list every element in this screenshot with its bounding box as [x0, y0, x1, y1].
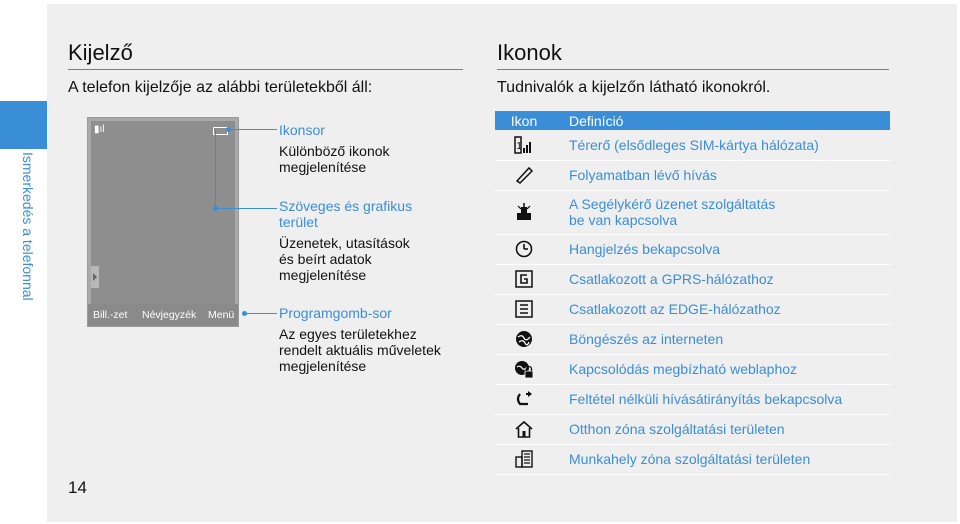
area-icon-bar-desc — [279, 143, 390, 175]
desc-line: megjelenítése — [279, 267, 367, 283]
row-definition — [553, 234, 890, 264]
softkey-right: Menü — [208, 309, 235, 321]
table-row — [495, 354, 890, 384]
header-icon: Ikon — [495, 111, 553, 130]
definition-text: Otthon zóna szolgáltatási területen — [569, 421, 785, 437]
desc-line: rendelt aktuális műveletek — [279, 342, 441, 358]
gprs-icon — [514, 269, 534, 289]
call-in-progress-icon — [514, 165, 534, 185]
definition-text: Folyamatban lévő hívás — [569, 167, 717, 183]
left-title-rule — [68, 69, 463, 70]
table-row — [495, 190, 890, 234]
definition-text: Csatlakozott a GPRS-hálózathoz — [569, 271, 774, 287]
text-area-leader-v — [215, 129, 216, 208]
row-definition — [553, 354, 890, 384]
table-row — [495, 444, 890, 474]
scroll-arrow-icon — [91, 266, 99, 288]
desc-line: Üzenetek, utasítások — [279, 235, 410, 251]
edge-icon — [514, 299, 534, 319]
area-text-title — [279, 198, 412, 230]
softkey-middle: Névjegyzék — [142, 309, 197, 321]
definition-text: Böngészés az interneten — [569, 331, 724, 347]
title-line: Szöveges és grafikus — [279, 198, 413, 214]
right-title-rule — [497, 69, 889, 70]
signal-indicator-icon: ▮ıl — [94, 124, 105, 135]
icon-bar-leader — [229, 129, 277, 130]
row-definition — [553, 384, 890, 414]
area-icon-bar-title: Ikonsor — [279, 122, 325, 138]
svg-text:1: 1 — [516, 140, 522, 152]
row-definition — [553, 130, 890, 160]
row-definition — [553, 190, 890, 234]
call-divert-icon — [514, 389, 534, 409]
definition-text: Feltétel nélküli hívásátirányítás bekapcsolva — [569, 391, 843, 407]
header-definition: Definíció — [553, 111, 890, 130]
title-line: terület — [279, 214, 318, 230]
secure-web-icon — [514, 359, 534, 379]
definition-text: Munkahely zóna szolgáltatási területen — [569, 451, 811, 467]
definition-text: Kapcsolódás megbízható weblaphoz — [569, 361, 798, 377]
signal-strength-icon — [514, 135, 534, 155]
desc-line: megjelenítése — [279, 159, 367, 175]
table-row — [495, 294, 890, 324]
row-definition — [553, 294, 890, 324]
definition-text: A Segélykérő üzenet szolgáltatás — [569, 196, 776, 212]
desc-line: és beírt adatok — [279, 251, 372, 267]
desc-line: Az egyes területekhez — [279, 326, 417, 342]
chapter-text: Ismerkedés a telefonnal — [20, 152, 36, 301]
alarm-clock-icon — [514, 239, 534, 259]
table-row — [495, 234, 890, 264]
left-title: Kijelző — [68, 40, 133, 65]
definition-text: be van kapcsolva — [569, 212, 678, 228]
row-definition — [553, 414, 890, 444]
icon-table-header — [495, 111, 890, 130]
desc-line: megjelenítése — [279, 358, 367, 374]
row-definition — [553, 160, 890, 190]
area-softkeys-desc — [279, 326, 441, 374]
phone-screen — [91, 121, 235, 304]
table-row — [495, 160, 890, 190]
area-text-desc — [279, 235, 410, 283]
softkey-bar — [88, 304, 238, 326]
chapter-label — [12, 152, 38, 312]
home-zone-icon — [514, 419, 534, 439]
right-subtitle: Tudnivalók a kijelzőn látható ikonokról. — [497, 79, 771, 96]
row-definition — [553, 324, 890, 354]
phone-display-illustration — [87, 117, 239, 327]
table-row — [495, 130, 890, 160]
area-softkeys-title: Programgomb-sor — [279, 305, 392, 321]
table-row — [495, 414, 890, 444]
definition-text: Térerő (elsődleges SIM-kártya hálózata) — [569, 136, 819, 153]
browsing-icon — [514, 329, 534, 349]
desc-line: Különböző ikonok — [279, 143, 390, 159]
chapter-tab — [0, 101, 47, 149]
table-row — [495, 264, 890, 294]
right-title: Ikonok — [497, 40, 562, 65]
sos-message-icon — [514, 202, 534, 222]
table-row — [495, 384, 890, 414]
left-subtitle: A telefon kijelzője az alábbi területekből áll: — [68, 79, 373, 96]
icon-table — [495, 111, 890, 475]
row-definition — [553, 264, 890, 294]
row-definition — [553, 444, 890, 474]
definition-text: Csatlakozott az EDGE-hálózathoz — [569, 301, 781, 317]
table-row — [495, 324, 890, 354]
page-number: 14 — [68, 478, 87, 497]
softkey-area-leader — [245, 313, 277, 314]
definition-text: Hangjelzés bekapcsolva — [569, 241, 720, 257]
office-zone-icon — [514, 449, 534, 469]
softkey-left: Bill.-zet — [93, 309, 128, 321]
text-area-leader — [215, 208, 277, 209]
